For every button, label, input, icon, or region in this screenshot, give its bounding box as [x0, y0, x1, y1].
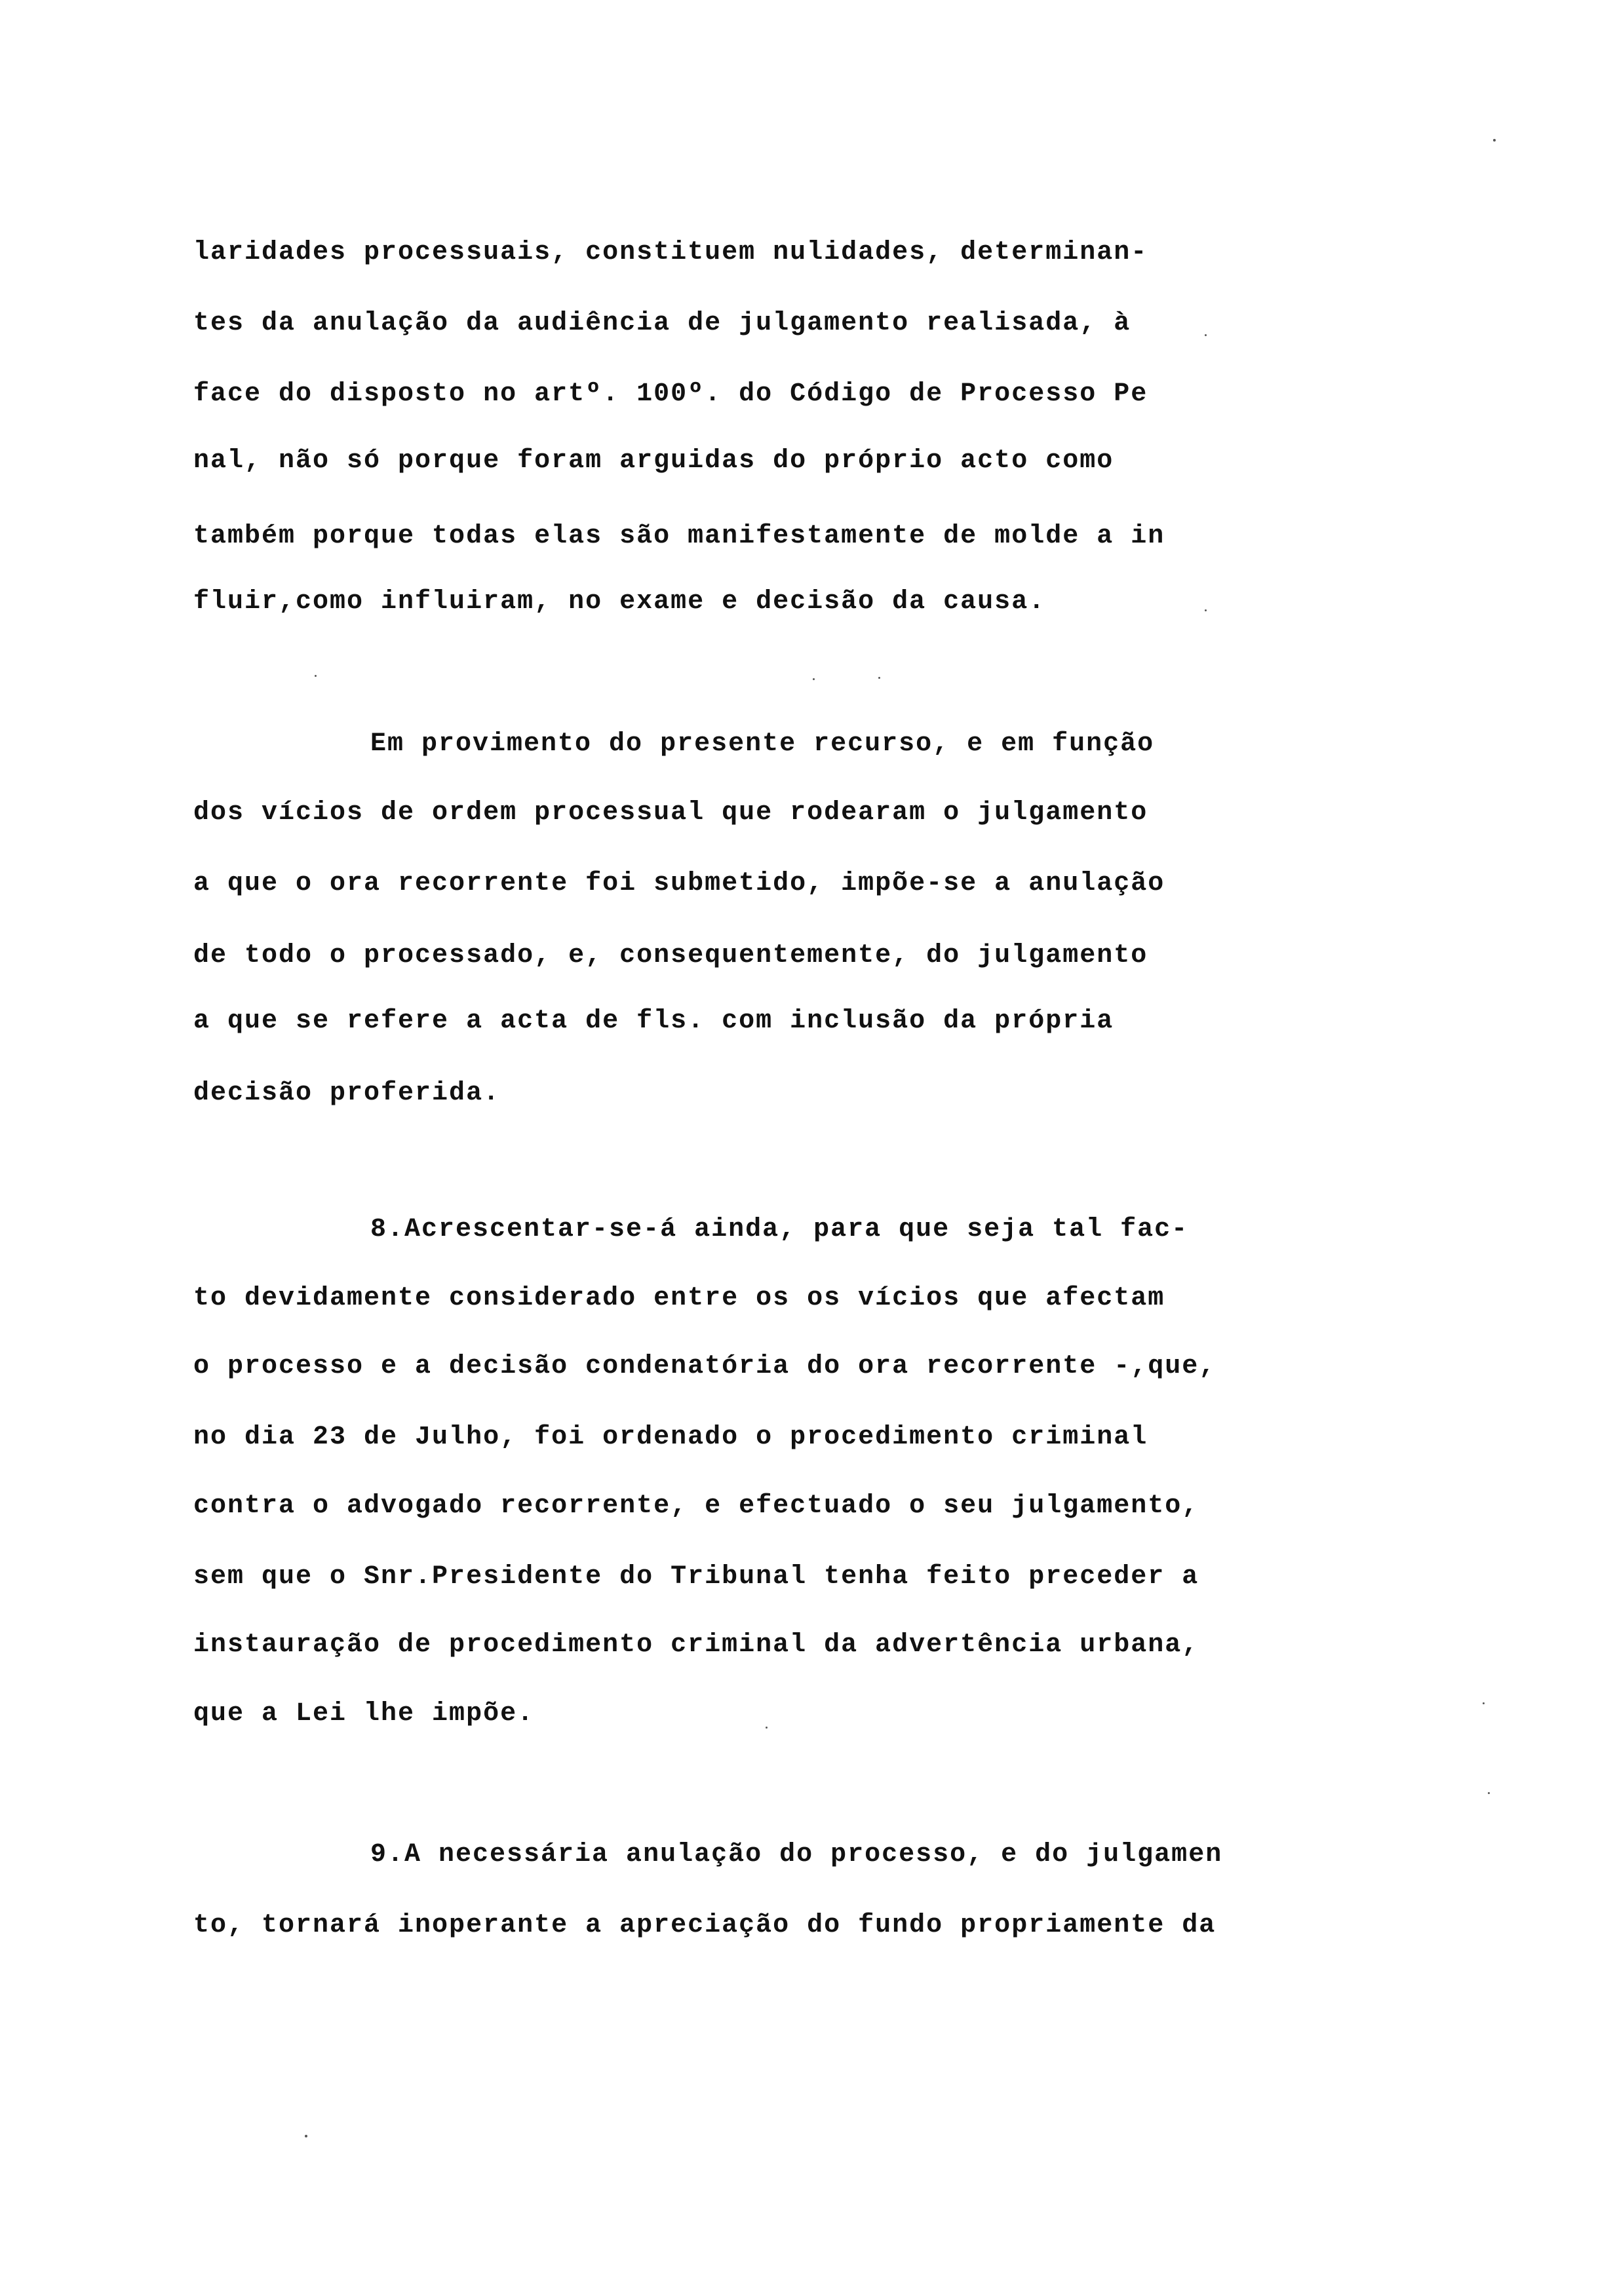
- scan-speck: [878, 677, 880, 679]
- text-line: 9.A necessária anulação do processo, e do julgamen: [370, 1840, 1223, 1869]
- scan-speck: [1483, 1702, 1485, 1704]
- text-line: o processo e a decisão condenatória do ora recorrente -,que,: [193, 1352, 1216, 1381]
- text-line: a que se refere a acta de fls. com inclusão da própria: [193, 1006, 1114, 1036]
- text-line: face do disposto no artº. 100º. do Código de Processo Pe: [193, 379, 1148, 409]
- text-line: 8.Acrescentar-se-á ainda, para que seja tal fac-: [370, 1215, 1189, 1244]
- text-line: to, tornará inoperante a apreciação do fundo propriamente da: [193, 1911, 1216, 1940]
- text-line: no dia 23 de Julho, foi ordenado o procedimento criminal: [193, 1423, 1148, 1452]
- scan-speck: [1205, 609, 1207, 611]
- text-line: de todo o processado, e, consequentemente, do julgamento: [193, 941, 1148, 970]
- scan-speck: [305, 2135, 307, 2137]
- text-line: instauração de procedimento criminal da advertência urbana,: [193, 1630, 1199, 1660]
- scan-speck: [1205, 334, 1207, 336]
- scan-speck: [1488, 1792, 1490, 1794]
- text-line: sem que o Snr.Presidente do Tribunal tenha feito preceder a: [193, 1562, 1199, 1592]
- text-line: nal, não só porque foram arguidas do próprio acto como: [193, 446, 1114, 476]
- text-line: também porque todas elas são manifestamente de molde a in: [193, 522, 1165, 551]
- scan-speck: [315, 675, 317, 677]
- scan-speck: [813, 678, 815, 680]
- text-line: contra o advogado recorrente, e efectuado o seu julgamento,: [193, 1491, 1199, 1521]
- text-line: dos vícios de ordem processual que rodearam o julgamento: [193, 798, 1148, 828]
- text-line: Em provimento do presente recurso, e em função: [370, 729, 1155, 759]
- text-line: laridades processuais, constituem nulidades, determinan-: [193, 238, 1148, 267]
- text-line: to devidamente considerado entre os os vícios que afectam: [193, 1284, 1165, 1313]
- text-line: decisão proferida.: [193, 1079, 501, 1108]
- text-line: tes da anulação da audiência de julgamento realisada, à: [193, 309, 1131, 338]
- text-line: que a Lei lhe impõe.: [193, 1699, 535, 1729]
- scan-speck: [766, 1727, 768, 1729]
- scan-speck: [1493, 139, 1496, 142]
- text-line: a que o ora recorrente foi submetido, impõe-se a anulação: [193, 869, 1165, 898]
- text-line: fluir,como influiram, no exame e decisão da causa.: [193, 587, 1046, 617]
